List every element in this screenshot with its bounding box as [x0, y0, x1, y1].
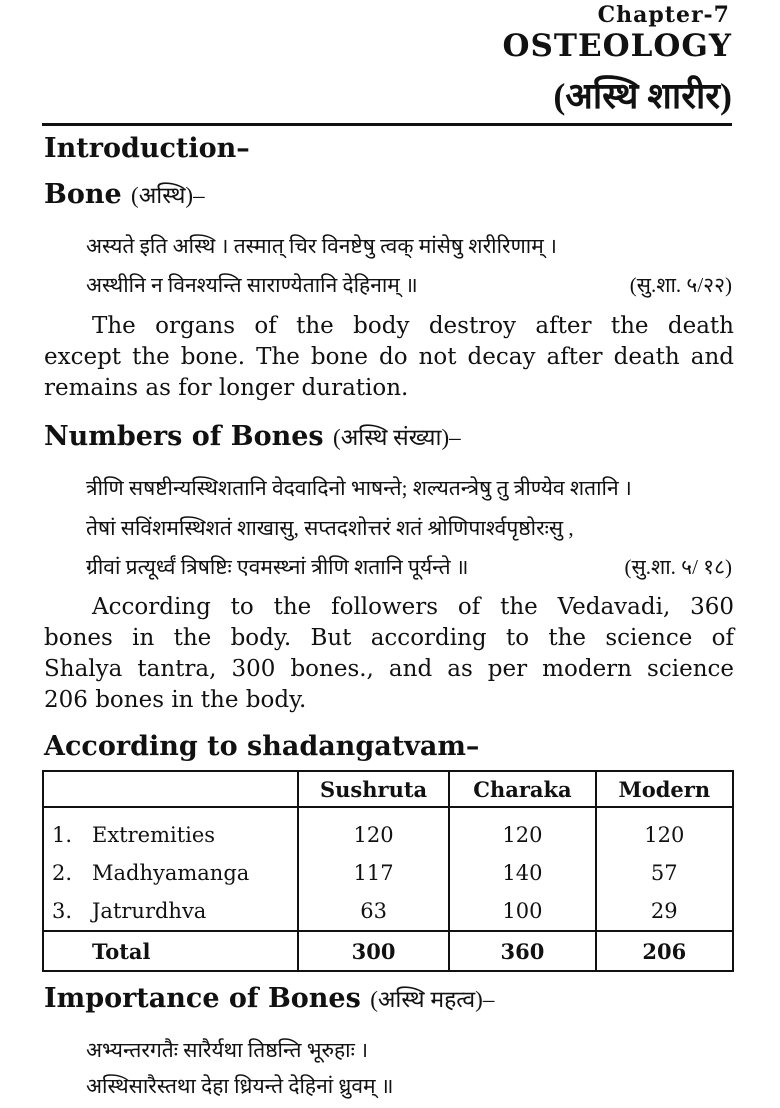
table-header-row — [43, 771, 733, 807]
chapter-title-sanskrit: (अस्थि शारीर) — [553, 76, 732, 116]
bone-count-table — [42, 770, 734, 972]
numbers-paragraph — [44, 592, 734, 716]
numbers-heading-text: Numbers of Bones — [44, 421, 324, 452]
table-total-row — [43, 931, 733, 971]
header-rule — [42, 123, 732, 126]
bone-paragraph-line: except the bone. The bone do not decay after death and — [44, 344, 734, 370]
numbers-verse-line-1: त्रीणि सषष्टीन्यस्थिशतानि वेदवादिनो भाषन्ते; शल्यतन्त्रेषु तु त्रीण्येव शतानि । — [86, 476, 632, 500]
numbers-verse-line-3: ग्रीवां प्रत्यूर्ध्वं त्रिषष्टिः एवमस्थ्नां त्रीणि शतानि पूर्यन्ते ॥ — [86, 555, 469, 579]
bone-verse-line-1: अस्यते इति अस्थि । तस्मात् चिर विनष्टेषु त्वक् मांसेषु शरीरिणाम् । — [86, 234, 558, 258]
cell-sushruta: 117 — [298, 854, 450, 892]
numbers-paragraph-line: 206 bones in the body. — [44, 687, 307, 713]
table-header-blank — [43, 771, 298, 807]
numbers-verse-reference: (सु.शा. ५/ १८) — [624, 555, 732, 579]
bone-verse-line-2: अस्थीनि न विनश्यन्ति साराण्येतानि देहिनाम् ॥ — [86, 273, 418, 297]
cell-modern: 120 — [596, 807, 733, 854]
bone-paragraph-line: The organs of the body destroy after the death — [92, 313, 734, 339]
importance-verse-line-1: अभ्यन्तरगतैः सारैर्यथा तिष्ठन्ति भूरुहाः । — [86, 1038, 369, 1062]
introduction-heading: Introduction– — [44, 133, 250, 164]
chapter-title: OSTEOLOGY — [502, 28, 732, 64]
cell-sushruta: 120 — [298, 807, 450, 854]
bone-paragraph-line: remains as for longer duration. — [44, 375, 409, 401]
importance-verse-line-2: अस्थिसारैस्तथा देहा ध्रियन्ते देहिनां ध्रुवम् ॥ — [86, 1074, 394, 1098]
importance-heading-sanskrit: (अस्थि महत्व)– — [370, 987, 495, 1012]
total-modern: 206 — [596, 931, 733, 971]
row-label: 3. Jatrurdhva — [43, 892, 298, 931]
total-sushruta: 300 — [298, 931, 450, 971]
row-label: 1. Extremities — [43, 807, 298, 854]
total-label: Total — [43, 931, 298, 971]
shadanga-heading: According to shadangatvam– — [44, 731, 480, 762]
cell-charaka: 120 — [449, 807, 595, 854]
total-charaka: 360 — [449, 931, 595, 971]
cell-charaka: 140 — [449, 854, 595, 892]
numbers-heading — [44, 420, 461, 452]
table-header-modern: Modern — [596, 771, 733, 807]
bone-verse-reference: (सु.शा. ५/२२) — [629, 273, 732, 297]
numbers-paragraph-line: According to the followers of the Vedavadi, 360 — [92, 594, 734, 620]
numbers-paragraph-line: bones in the body. But according to the science of — [44, 625, 734, 651]
cell-modern: 57 — [596, 854, 733, 892]
bone-heading — [44, 178, 205, 210]
table-row — [43, 854, 733, 892]
numbers-heading-sanskrit: (अस्थि संख्या)– — [333, 425, 461, 450]
table-row — [43, 892, 733, 931]
cell-charaka: 100 — [449, 892, 595, 931]
numbers-paragraph-line: Shalya tantra, 300 bones., and as per modern science — [44, 656, 734, 682]
cell-sushruta: 63 — [298, 892, 450, 931]
row-label: 2. Madhyamanga — [43, 854, 298, 892]
numbers-verse-line-2: तेषां सविंशमस्थिशतं शाखासु, सप्तदशोत्तरं शतं श्रोणिपार्श्वपृष्ठोरःसु , — [86, 516, 574, 540]
table-header-sushruta: Sushruta — [298, 771, 450, 807]
importance-heading-text: Importance of Bones — [44, 983, 361, 1014]
table-header-charaka: Charaka — [449, 771, 595, 807]
bone-paragraph — [44, 311, 734, 404]
bone-heading-text: Bone — [44, 179, 122, 210]
cell-modern: 29 — [596, 892, 733, 931]
importance-heading — [44, 982, 494, 1014]
chapter-label: Chapter-7 — [597, 2, 730, 28]
table-row — [43, 807, 733, 854]
bone-heading-sanskrit: (अस्थि)– — [131, 183, 205, 208]
